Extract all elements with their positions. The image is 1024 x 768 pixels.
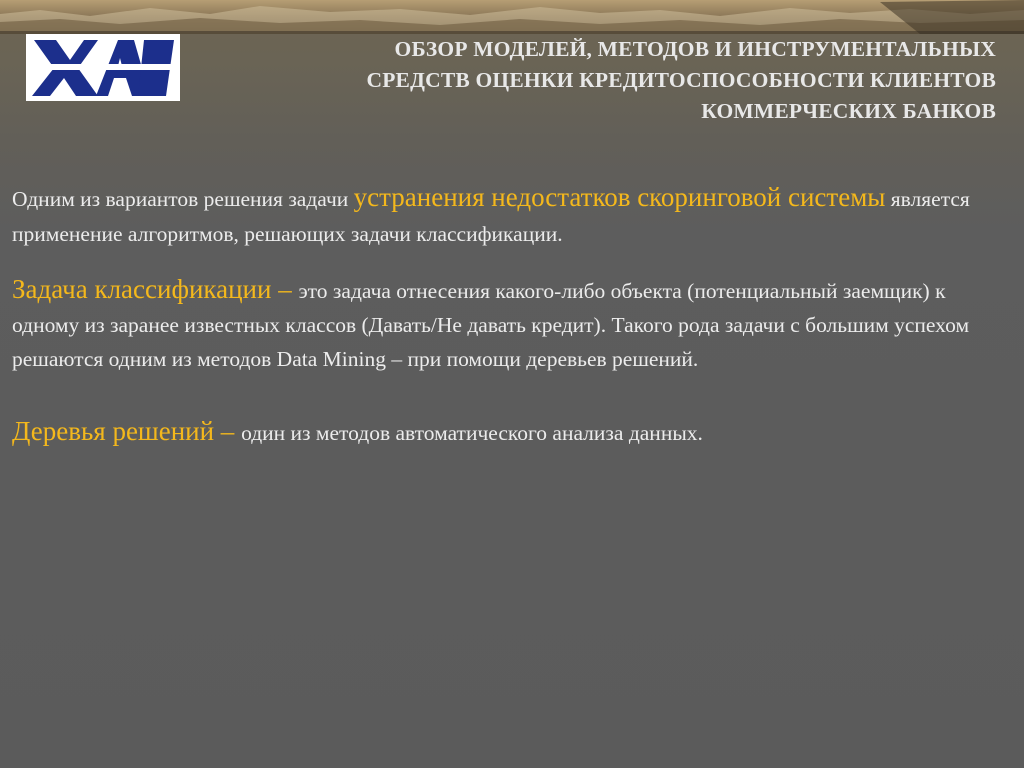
paragraph-text: является применение алгоритмов, решающих задачи классификации. [12, 187, 970, 246]
decorative-header-strip [0, 0, 1024, 34]
slide-title [200, 34, 996, 127]
university-logo [26, 34, 180, 101]
slide-body [12, 180, 1012, 450]
highlight-term: устранения недостатков скоринговой системы [353, 182, 886, 212]
paragraph-text: Одним из вариантов решения задачи [12, 187, 354, 211]
title-line-1: ОБЗОР МОДЕЛЕЙ, МЕТОДОВ И ИНСТРУМЕНТАЛЬНЫХ [394, 37, 996, 61]
paragraph-text: это задача отнесения какого-либо объекта (потенциальный заемщик) к одному из заранее известных классов (Давать/Не давать кредит). Такого рода задачи с большим успехом решаются одним из методов Data Mining – при помощи деревьев решений. [12, 279, 970, 371]
paragraph-decision-trees [12, 414, 1012, 450]
title-line-3: КОММЕРЧЕСКИХ БАНКОВ [701, 99, 996, 123]
paragraph-text: один из методов автоматического анализа данных. [241, 421, 703, 445]
highlight-term: Деревья решений – [12, 416, 242, 446]
paragraph-scoring [12, 180, 1012, 252]
title-line-2: СРЕДСТВ ОЦЕНКИ КРЕДИТОСПОСОБНОСТИ КЛИЕНТОВ [366, 68, 996, 92]
highlight-term: Задача классификации – [12, 274, 299, 304]
paragraph-classification [12, 272, 1012, 376]
